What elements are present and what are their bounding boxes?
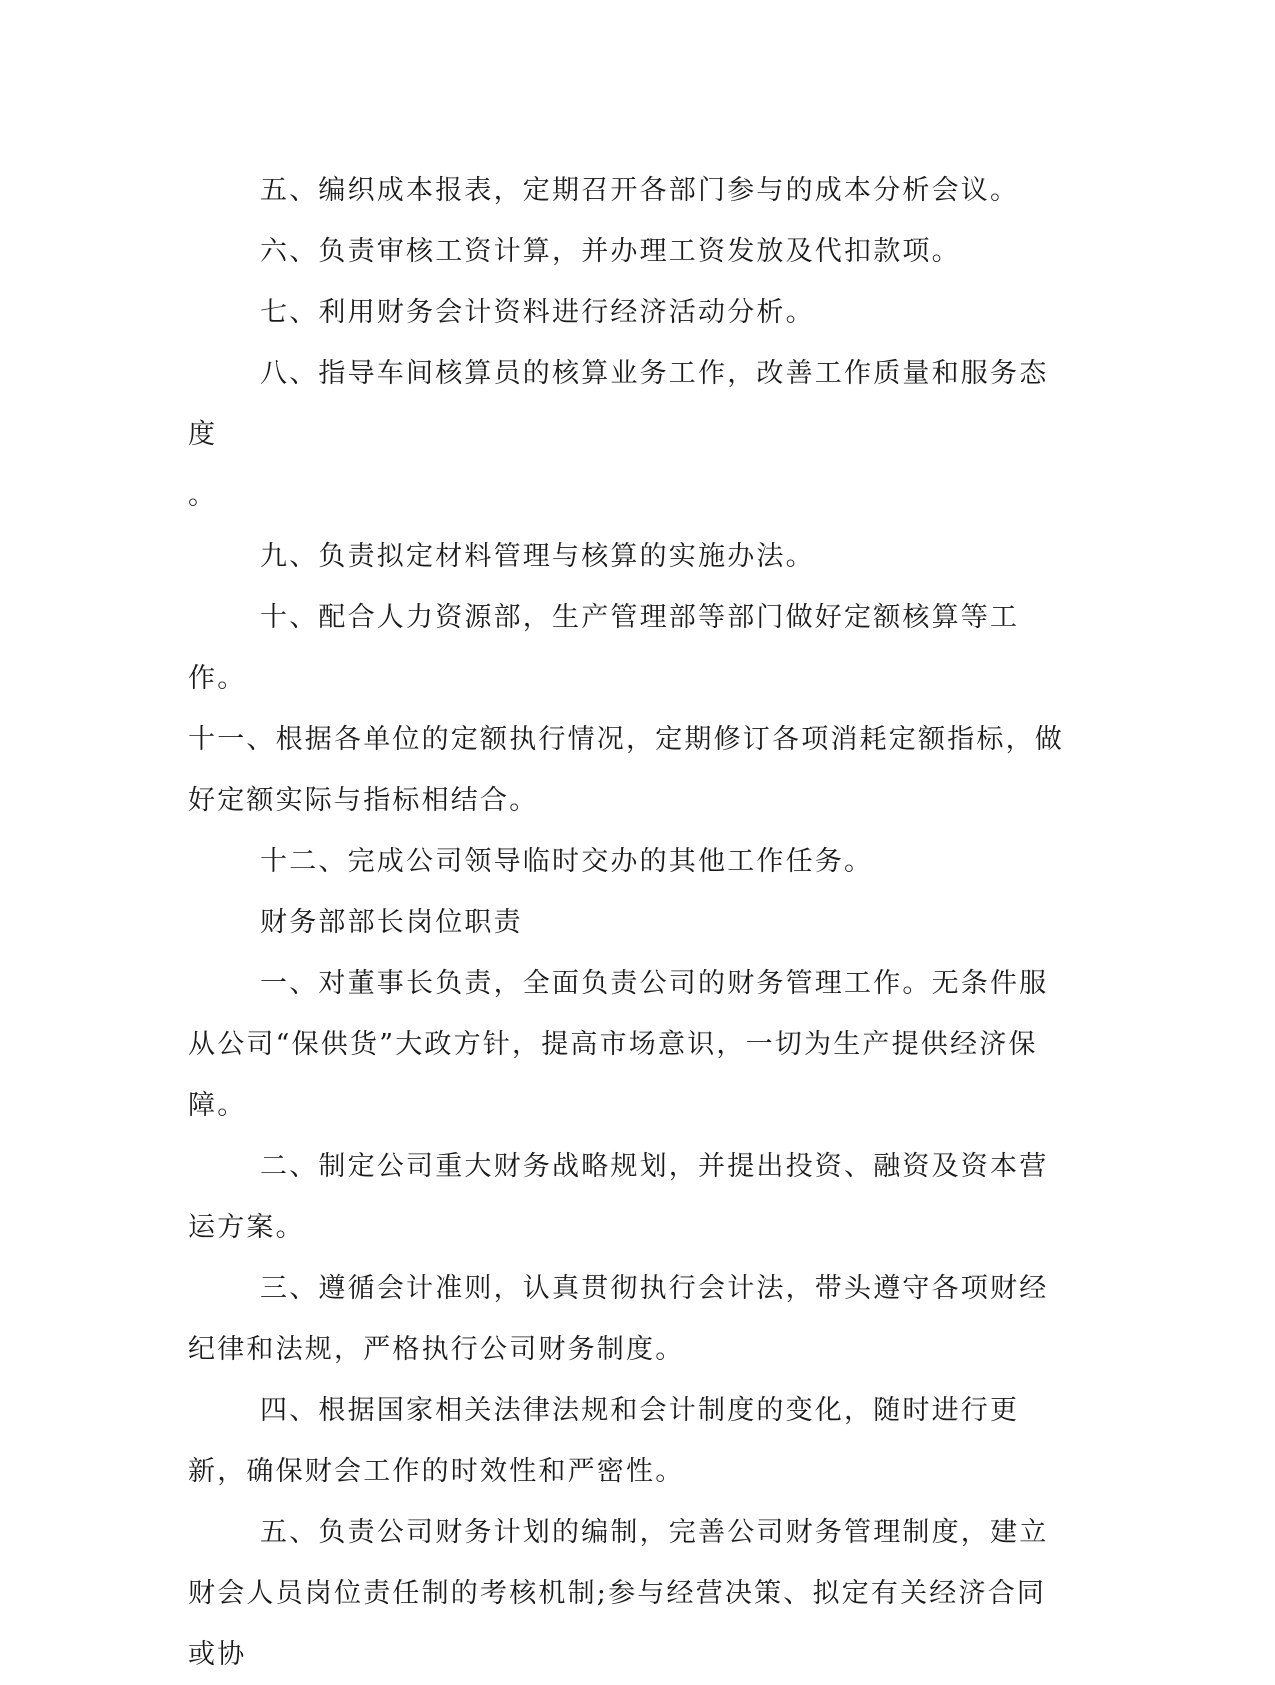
paragraph-item-5: 五、编织成本报表，定期召开各部门参与的成本分析会议。 bbox=[260, 175, 1020, 206]
paragraph-item-8: 八、指导车间核算员的核算业务工作，改善工作质量和服务态度 bbox=[188, 358, 1049, 450]
duty-item-4: 四、根据国家相关法律法规和会计制度的变化，随时进行更新，确保财会工作的时效性和严密性。 bbox=[188, 1395, 1020, 1487]
paragraph-item-6: 六、负责审核工资计算，并办理工资发放及代扣款项。 bbox=[260, 236, 961, 267]
duty-item-5: 五、负责公司财务计划的编制，完善公司财务管理制度，建立财会人员岗位责任制的考核机制;参与经营决策、拟定有关经济合同或协 bbox=[188, 1517, 1049, 1670]
paragraph-item-11: 十一、根据各单位的定额执行情况，定期修订各项消耗定额指标，做好定额实际与指标相结合。 bbox=[188, 724, 1064, 816]
document-body bbox=[188, 160, 1068, 1685]
duty-item-1: 一、对董事长负责，全面负责公司的财务管理工作。无条件服从公司“保供货”大政方针，提高市场意识，一切为生产提供经济保障。 bbox=[188, 968, 1049, 1121]
paragraph-item-9: 九、负责拟定材料管理与核算的实施办法。 bbox=[260, 541, 815, 572]
duty-item-3: 三、遵循会计准则，认真贯彻执行会计法，带头遵守各项财经纪律和法规，严格执行公司财务制度。 bbox=[188, 1273, 1049, 1365]
paragraph-item-10: 十、配合人力资源部，生产管理部等部门做好定额核算等工作。 bbox=[188, 602, 1020, 694]
duty-item-2: 二、制定公司重大财务战略规划，并提出投资、融资及资本营运方案。 bbox=[188, 1151, 1049, 1243]
section-heading: 财务部部长岗位职责 bbox=[260, 907, 523, 938]
paragraph-item-7: 七、利用财务会计资料进行经济活动分析。 bbox=[260, 297, 815, 328]
paragraph-item-8-continuation: 。 bbox=[188, 480, 218, 511]
paragraph-item-12: 十二、完成公司领导临时交办的其他工作任务。 bbox=[260, 846, 874, 877]
